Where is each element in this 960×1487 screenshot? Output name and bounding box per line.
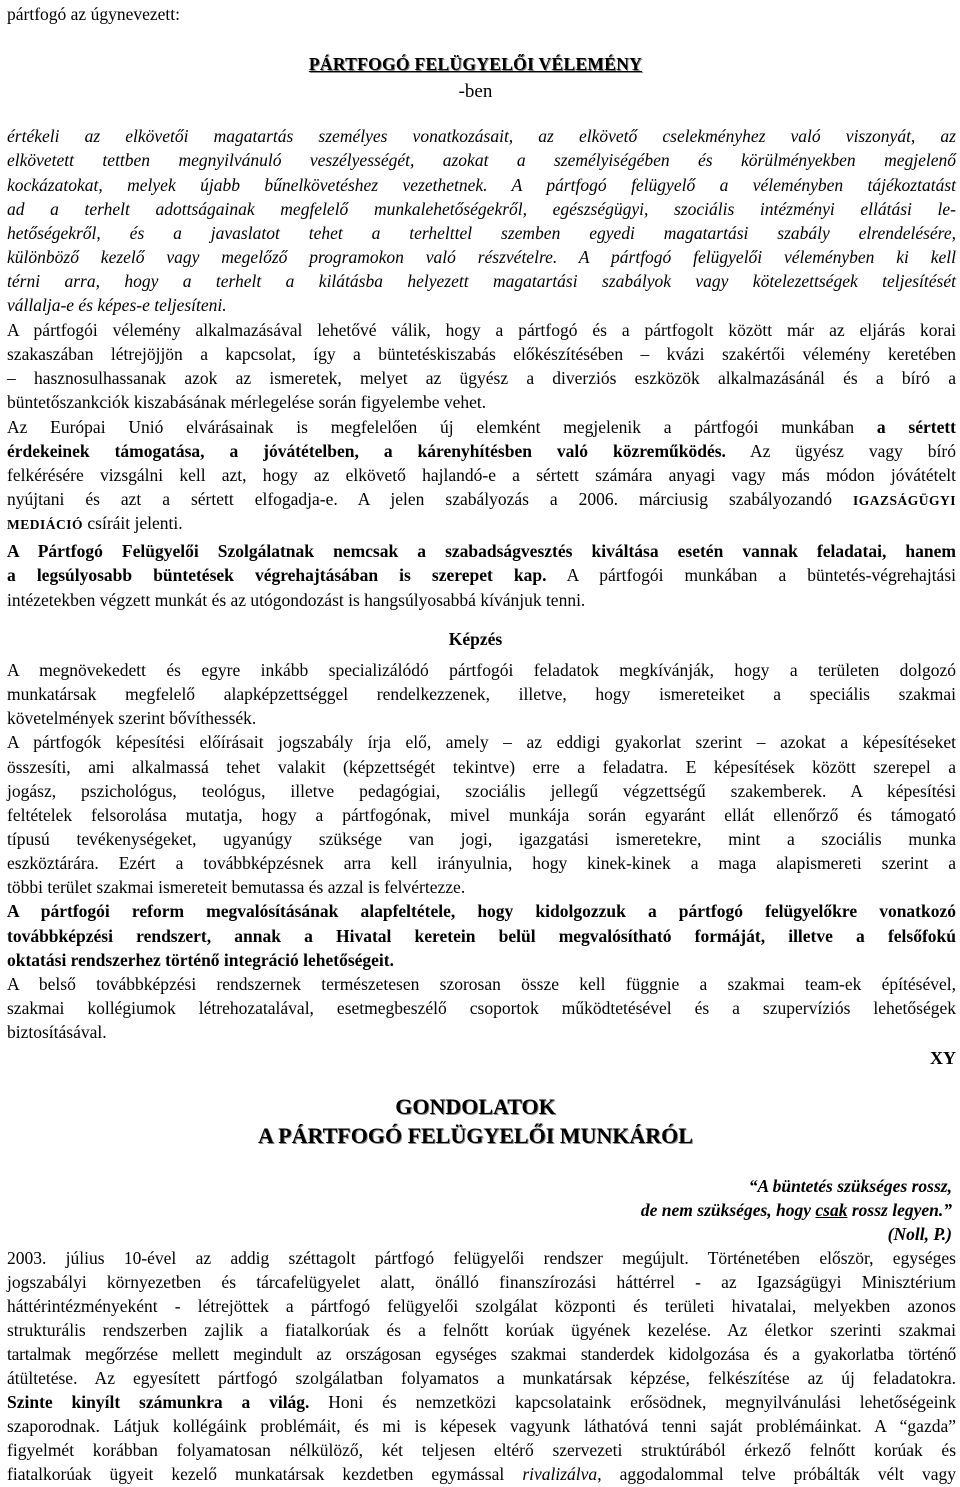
bold-run: Szinte kinyílt számunkra a világ. — [7, 1392, 310, 1412]
body-line — [7, 1390, 956, 1414]
text-run: nyújtani és azt a sértett elfogadja-e. A jelen szabályozás a 2006. márciusig szabályozandó — [7, 489, 832, 509]
italic-line: térni arra, hogy a terhelt a kilátásba helyezett magatartási szabályok vagy kötelezettségek teljesítését — [7, 271, 956, 291]
section-heading: Képzés — [448, 629, 503, 649]
body-line: feltételek felsorolása mutatja, hogy a pártfogónak, mivel munkája során egyaránt ellát ellenőrző és támogató — [7, 805, 956, 825]
italic-line: hetőségekről, és a javaslatot tehet a terhelttel szemben egyedi magatartási szabály elrendelésére, — [7, 223, 956, 243]
quote-line — [7, 1198, 956, 1222]
body-line: szakaszában létrejöjjön a kapcsolat, így a büntetéskiszabás előkészítésében – kvázi szakértői vélemény keretében — [7, 344, 956, 364]
section-title: GONDOLATOK — [395, 1094, 556, 1119]
text-run: Az ügyész vagy bíró — [749, 441, 956, 461]
body-line — [7, 487, 956, 513]
body-line: szaporodnak. Látjuk kollégáink problémáit, és mi is képesek vagyunk láthatóvá tenni saját problémáinkat. A “gazda” — [7, 1416, 956, 1436]
opinion-title — [1, 52, 950, 76]
italic-run: rivalizálva — [522, 1464, 598, 1484]
body-line: büntetőszankciók kiszabásának mérlegelése során figyelembe vehet. — [7, 392, 487, 412]
body-line: biztosításával. — [7, 1022, 107, 1042]
body-line: felkérésére vizsgálni kell azt, hogy az elkövető hajlandó-e a sértett számára anyagi vagy más módon jóvátételt — [7, 465, 956, 485]
body-line — [7, 439, 956, 463]
italic-line: ad a terhelt adottságainak megfelelő munkalehetőségekről, egészségügyi, szociális intézményi ellátási le- — [7, 199, 956, 219]
italic-line: elkövetett tettben megnyilvánuló veszélyességét, azokat a személyiségében és körülményekben megjelenő — [7, 150, 956, 170]
body-line: szakmai kollégiumok létrehozatalával, esetmegbeszélő csoportok működtetésével és a szupervíziós lehetőségek — [7, 998, 956, 1018]
body-line: munkatársak megfelelő alapképzettséggel rendelkezzenek, illetve, hogy ismereteiket a speciális szakmai — [7, 684, 956, 704]
opinion-title-text: PÁRTFOGÓ FELÜGYELŐI VÉLEMÉNY — [308, 54, 643, 74]
body-line: típusú tevékenységeket, ugyanúgy szüksége van jogi, igazgatási ismeretekre, mint a szociális munka — [7, 829, 956, 849]
body-line: eszköztárára. Ezért a továbbképzésnek arra kell irányulnia, hogy kinek-kinek a maga alapismereti szerint a — [7, 853, 956, 873]
body-line — [7, 1462, 956, 1486]
body-line: A megnövekedett és egyre inkább specializálódó pártfogói feladatok megkívánják, hogy a területen dolgozó — [7, 660, 956, 680]
quote-author: (Noll, P.) — [887, 1224, 952, 1244]
body-line: átültetése. Az egyesített pártfogó szolgálatban folyamatos a munkatársak képzése, felkészítése az új feladatokra. — [7, 1368, 956, 1388]
smallcaps-run: IGAZSÁGÜGYI — [852, 493, 956, 508]
text-run: rossz legyen.” — [851, 1200, 952, 1220]
body-line: intézetekben végzett munkát és az utógondozást is hangsúlyosabbá kívánjuk tenni. — [7, 590, 586, 610]
quote-line: “A büntetés szükséges rossz, — [748, 1176, 952, 1196]
italic-line: különböző kezelő vagy megelőző programokon való részvételre. A pártfogó felügyelői véleményben ki kell — [7, 247, 956, 267]
body-line: oktatási rendszerhez történő integráció lehetőségeit. — [7, 950, 394, 970]
text-run: , aggodalommal telve próbálták vélt vagy — [597, 1464, 957, 1484]
body-line: háttérintézményeként - létrejöttek a pártfogó felügyelői szolgálat központi és területi hivatalai, melyekben azonos — [7, 1296, 956, 1316]
underlined-run: csak — [815, 1200, 848, 1220]
section-subtitle: A PÁRTFOGÓ FELÜGYELŐI MUNKÁRÓL — [258, 1123, 693, 1148]
body-line: A belső továbbképzési rendszernek természetesen szorosan össze kell függnie a szakmai team-ek építésével, — [7, 974, 956, 994]
body-line: A pártfogói vélemény alkalmazásával lehetővé válik, hogy a pártfogó és a pártfogolt között már az eljárás korai — [7, 320, 956, 340]
body-line — [7, 415, 956, 439]
bold-run: a legsúlyosabb büntetések végrehajtásában is szerepet kap. — [7, 565, 547, 585]
body-line: figyelmét korábban folyamatosan nélkülöző, két teljesen eltérő szervezeti struktúrából érkező felnőtt korúak és — [7, 1440, 956, 1460]
text-run: csíráit jelenti. — [87, 513, 183, 533]
body-line: A pártfogók képesítési előírásait jogszabály írja elő, amely – az eddigi gyakorlat szerint – azokat a képesítéseket — [7, 732, 956, 752]
body-line: követelmények szerint bővíthessék. — [7, 708, 257, 728]
italic-line: kockázatokat, melyek újabb bűnelkövetéshez vezethetnek. A pártfogó felügyelő a véleményben tájékoztatást — [7, 175, 956, 195]
body-line: többi terület szakmai ismereteit bemutassa és azzal is felvértezze. — [7, 877, 466, 897]
body-line: – hasznosulhassanak azok az ismeretek, melyet az ügyész a diverziós eszközök alkalmazásánál és a bíró a — [7, 368, 956, 388]
intro-line: pártfogó az úgynevezett: — [7, 4, 180, 24]
body-line — [7, 511, 956, 537]
body-line: 2003. július 10-ével az addig széttagolt pártfogó felügyelői rendszer megújult. Történetében először, egységes — [7, 1248, 956, 1268]
body-line: jogszabályi környezetben és tárcafelügyelet alatt, önálló finanszírozási háttérrel - az Igazságügyi Minisztérium — [7, 1272, 956, 1292]
text-run: Az Európai Unió elvárásainak is megfelelően új elemként megjelenik a pártfogói munkában — [7, 417, 855, 437]
text-run: A pártfogói munkában a büntetés-végrehajtási — [566, 565, 956, 585]
smallcaps-run: MEDIÁCIÓ — [7, 517, 84, 532]
body-line: továbbképzési rendszert, annak a Hivatal keretein belül megvalósítható formáját, illetve a felsőfokú — [7, 926, 956, 946]
signature: XY — [930, 1048, 956, 1068]
body-line: tartalmak megőrzése mellett megindult az országosan egységes szakmai standerdek kidolgozása és a gyakorlatba történő — [7, 1344, 956, 1364]
text-run: Honi és nemzetközi kapcsolataink erősödnek, megnyilvánulási lehetőségeink — [328, 1392, 957, 1412]
italic-line: vállalja-e és képes-e teljesíteni. — [7, 295, 227, 315]
body-line: összesíti, ami alkalmassá tehet valakit (képzettségét tekintve) erre a feladatra. E képesítések között szerepel a — [7, 757, 956, 777]
bold-run: érdekeinek támogatása, a jóvátételben, a kárenyhítésben való közreműködés. — [7, 441, 726, 461]
body-line — [7, 563, 956, 587]
body-line: A pártfogói reform megvalósításának alapfeltétele, hogy kidolgozzuk a pártfogó felügyelőkre vonatkozó — [7, 901, 956, 921]
text-run: fiatalkorúak ügyeit kezelő munkatársak kezdetben egymással — [7, 1464, 505, 1484]
text-run: de nem szükséges, hogy — [640, 1200, 812, 1220]
italic-line: értékeli az elkövetői magatartás személyes vonatkozásait, az elkövető cselekményhez való viszonyát, az — [7, 126, 956, 146]
opinion-subtitle: -ben — [458, 81, 493, 102]
body-line: jogász, pszichológus, teológus, illetve pedagógiai, szociális jellegű végzettségű szakemberek. A képesítési — [7, 781, 956, 801]
body-line: A Pártfogó Felügyelői Szolgálatnak nemcsak a szabadságvesztés kiváltása esetén vannak feladatai, hanem — [7, 541, 956, 561]
body-line: strukturális rendszerben zajlik a fiatalkorúak és a felnőtt korúak ügyének kezelése. Az életkor szerinti szakmai — [7, 1320, 956, 1340]
bold-run: a sértett — [876, 417, 956, 437]
